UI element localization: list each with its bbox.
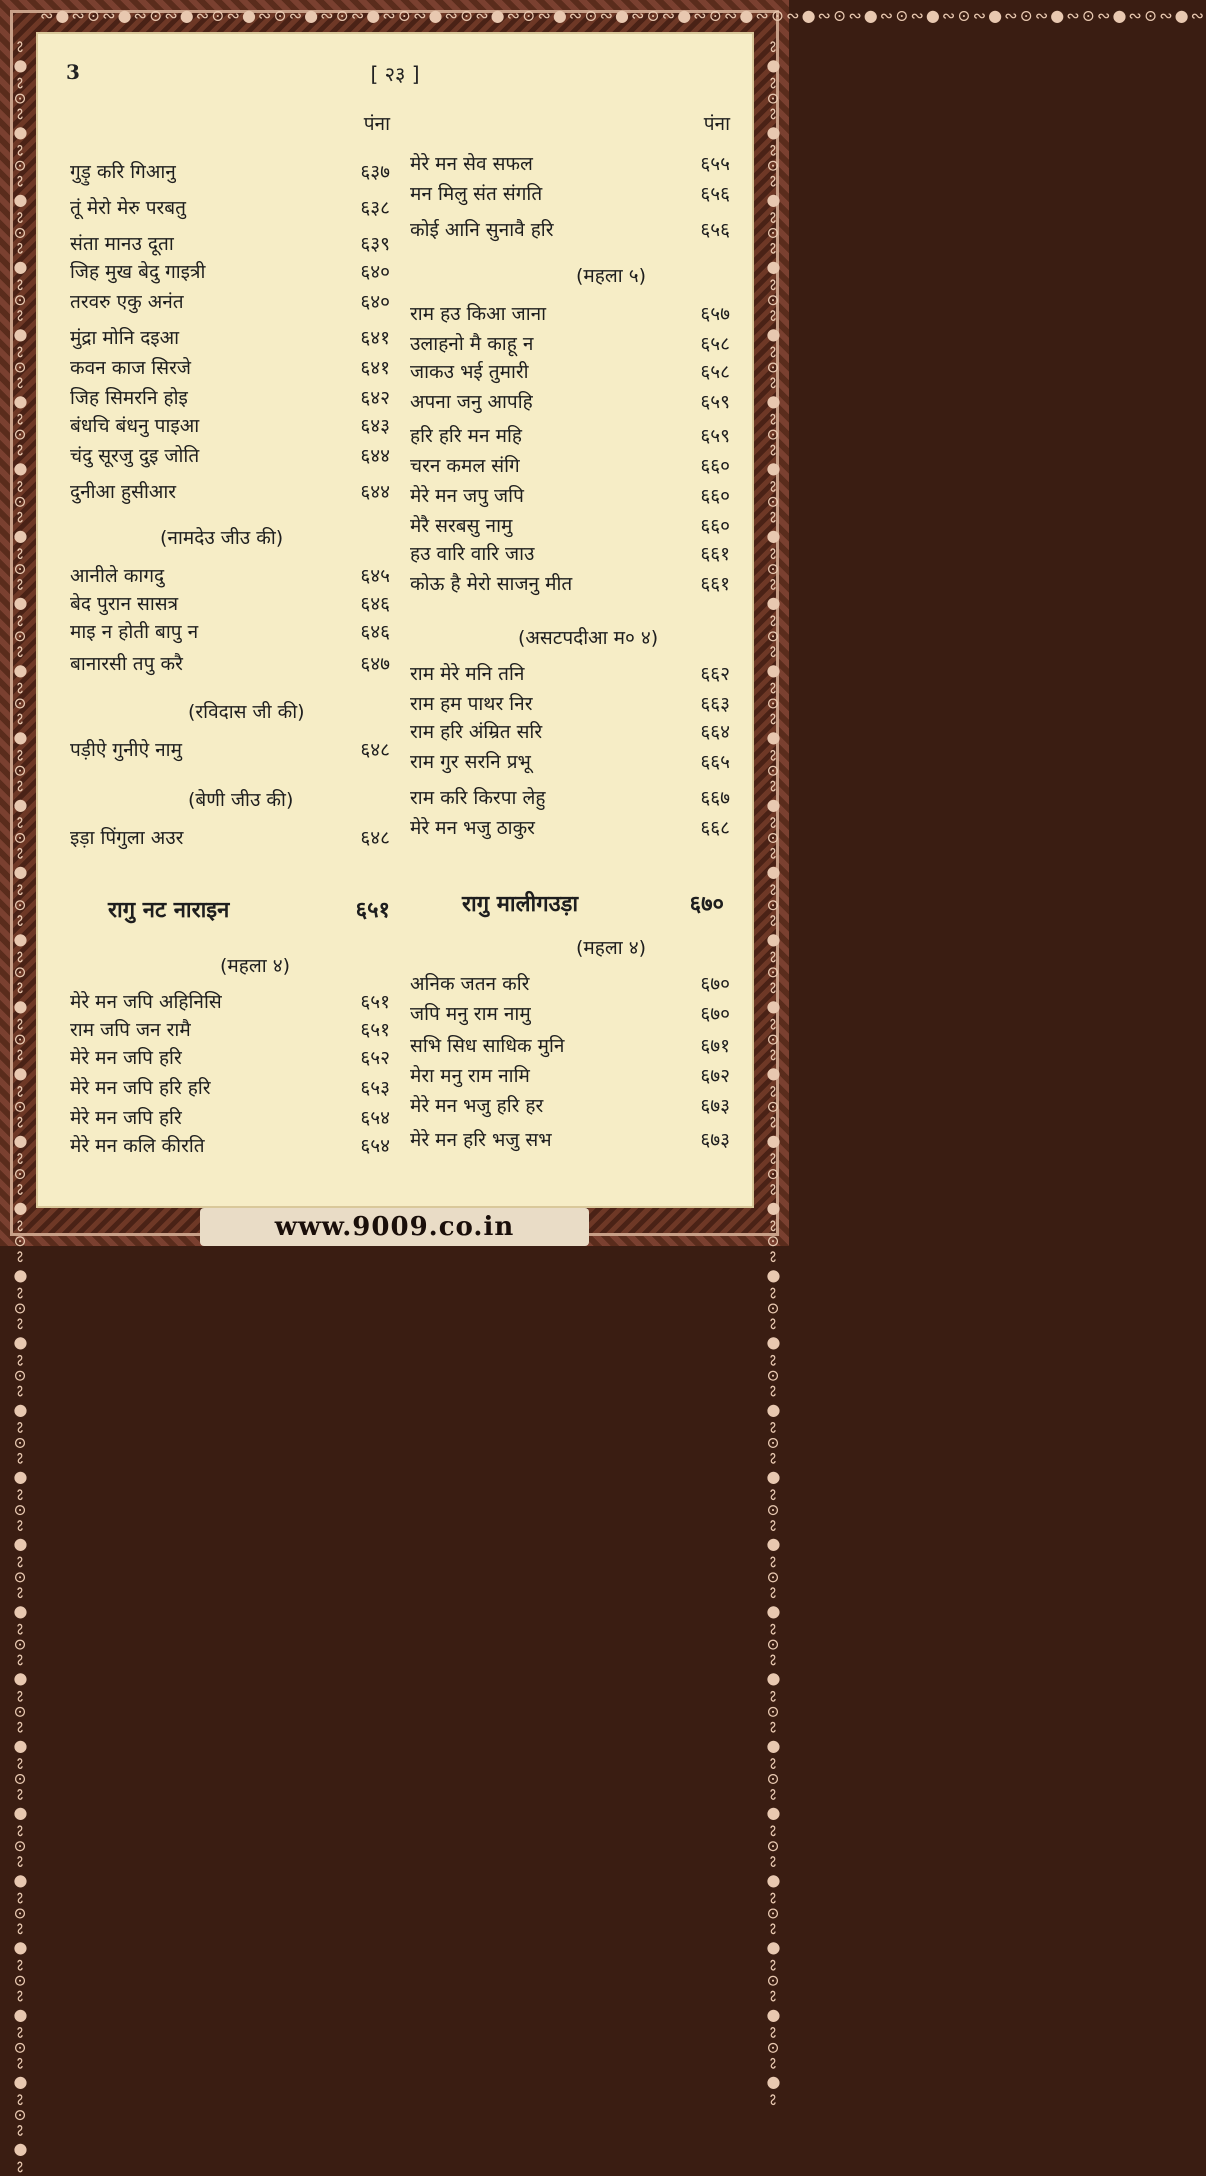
shabad-title: मेरे मन जपि हरि <box>70 1107 182 1129</box>
index-row <box>70 442 390 472</box>
page-ref: ६४४ <box>360 445 390 467</box>
section-heading: (बेणी जीउ की) <box>188 789 294 811</box>
page-ref: ६५४ <box>360 1107 390 1129</box>
page-number: 3 <box>66 60 80 84</box>
index-row <box>70 384 390 414</box>
index-row <box>410 512 730 542</box>
index-row <box>410 1032 730 1062</box>
page-ref: ६४१ <box>360 327 390 349</box>
page-ref: ६५९ <box>700 391 730 413</box>
shabad-title: माइ न होती बापु न <box>70 621 199 643</box>
shabad-title: हउ वारि वारि जाउ <box>410 543 535 565</box>
index-row <box>410 660 730 690</box>
shabad-title: सभि सिध साधिक मुनि <box>410 1035 565 1057</box>
shabad-title: दुनीआ हुसीआर <box>70 481 177 503</box>
shabad-title: राम गुर सरनि प्रभू <box>410 751 531 773</box>
shabad-title: अपना जनु आपहि <box>410 391 533 413</box>
shabad-title: राम हरि अंम्रित सरि <box>410 721 543 743</box>
shabad-title: चंदु सूरजु दुइ जोति <box>70 445 200 467</box>
shabad-title: कोई आनि सुनावै हरि <box>410 219 554 241</box>
page-header: [ २३ ] <box>370 62 420 86</box>
index-row <box>70 736 390 766</box>
index-row <box>70 158 390 188</box>
shabad-title: जाकउ भई तुमारी <box>410 361 529 383</box>
shabad-title: मेरे मन कलि कीरति <box>70 1135 205 1157</box>
border-ornament-left: ∾●∾⊙∾●∾⊙∾●∾⊙∾●∾⊙∾●∾⊙∾●∾⊙∾●∾⊙∾●∾⊙∾●∾⊙∾●∾⊙∾●∾⊙∾●∾⊙∾●∾⊙∾●∾⊙∾●∾⊙∾●∾⊙∾●∾⊙∾●∾⊙∾●∾⊙∾●∾⊙∾●∾⊙∾●∾⊙∾●∾⊙∾●∾⊙∾●∾⊙∾●∾⊙∾●∾⊙∾●∾⊙∾●∾⊙∾●∾⊙∾●∾⊙∾●∾ <box>11 40 30 2176</box>
shabad-title: हरि हरि मन महि <box>410 425 522 447</box>
index-row <box>70 1044 390 1074</box>
section-heading: (असटपदीआ म० ४) <box>518 627 659 649</box>
page-ref: ६४० <box>360 261 390 283</box>
border-ornament-right: ∾●∾⊙∾●∾⊙∾●∾⊙∾●∾⊙∾●∾⊙∾●∾⊙∾●∾⊙∾●∾⊙∾●∾⊙∾●∾⊙∾●∾⊙∾●∾⊙∾●∾⊙∾●∾⊙∾●∾⊙∾●∾⊙∾●∾⊙∾●∾⊙∾●∾⊙∾●∾⊙∾●∾⊙∾●∾⊙∾●∾⊙∾●∾⊙∾●∾⊙∾●∾⊙∾●∾⊙∾●∾⊙∾●∾⊙∾●∾⊙∾●∾ <box>764 40 783 2109</box>
shabad-title: आनीले कागदु <box>70 565 165 587</box>
shabad-title: इड़ा पिंगुला अउर <box>70 827 184 849</box>
index-row <box>70 1132 390 1162</box>
index-row <box>410 1092 730 1122</box>
index-row <box>410 300 730 330</box>
raag-title: रागु नट नाराइन <box>108 898 230 923</box>
page-ref: ६५८ <box>700 361 730 383</box>
raag-page-ref: ६७० <box>689 892 724 917</box>
index-row <box>70 590 390 620</box>
page-ref: ६५१ <box>360 991 390 1013</box>
page-ref: ६७१ <box>700 1035 730 1057</box>
shabad-title: तरवरु एकु अनंत <box>70 291 184 313</box>
index-row <box>70 650 390 680</box>
page-ref: ६६८ <box>700 817 730 839</box>
section-heading: (रविदास जी की) <box>188 701 305 723</box>
page-ref: ६६१ <box>700 543 730 565</box>
index-row <box>70 1074 390 1104</box>
page-ref: ६४६ <box>360 621 390 643</box>
shabad-title: अनिक जतन करि <box>410 973 530 995</box>
shabad-title: पड़ीऐ गुनीऐ नामु <box>70 739 182 761</box>
shabad-title: बेद पुरान सासत्र <box>70 593 179 615</box>
index-row <box>410 452 730 482</box>
column-header-left: पंना <box>363 113 390 135</box>
shabad-title: राम मेरे मनि तनि <box>410 663 525 685</box>
raag-heading <box>108 894 390 924</box>
page-ref: ६३९ <box>360 233 390 255</box>
page-ref: ६४८ <box>360 739 390 761</box>
raag-page-ref: ६५१ <box>355 898 390 923</box>
index-row <box>70 1016 390 1046</box>
page-ref: ६४४ <box>360 481 390 503</box>
shabad-title: तूं मेरो मेरु परबतु <box>70 197 186 219</box>
shabad-title: मेरे मन जपि हरि <box>70 1047 182 1069</box>
page-ref: ६५८ <box>700 333 730 355</box>
shabad-title: बंधचि बंधनु पाइआ <box>70 415 200 437</box>
shabad-title: राम जपि जन रामै <box>70 1019 191 1041</box>
page-ref: ६५४ <box>360 1135 390 1157</box>
shabad-title: मेरे मन सेव सफल <box>410 153 533 175</box>
section-heading: (महला ४) <box>220 955 290 977</box>
index-row <box>70 618 390 648</box>
page-ref: ६७० <box>700 973 730 995</box>
page-ref: ६७२ <box>700 1065 730 1087</box>
page-ref: ६५५ <box>700 153 730 175</box>
shabad-title: मेरै सरबसु नामु <box>410 515 513 537</box>
section-heading: (महला ४) <box>576 937 646 959</box>
page-ref: ६६० <box>700 515 730 537</box>
page-ref: ६५२ <box>360 1047 390 1069</box>
shabad-title: जपि मनु राम नामु <box>410 1003 531 1025</box>
index-row <box>410 150 730 180</box>
index-row <box>70 288 390 318</box>
index-row <box>410 358 730 388</box>
page-ref: ६५३ <box>360 1077 390 1099</box>
index-row <box>70 988 390 1018</box>
page-ref: ६४२ <box>360 387 390 409</box>
page-ref: ६६३ <box>700 693 730 715</box>
page-ref: ६७३ <box>700 1129 730 1151</box>
index-row <box>410 422 730 452</box>
shabad-title: मेरा मनु राम नामि <box>410 1065 530 1087</box>
page-ref: ६५९ <box>700 425 730 447</box>
shabad-title: राम करि किरपा लेहु <box>410 787 546 809</box>
page-ref: ६४८ <box>360 827 390 849</box>
column-header-right: पंना <box>703 113 730 135</box>
index-row <box>410 180 730 210</box>
shabad-title: मेरे मन जपु जपि <box>410 485 524 507</box>
shabad-title: बानारसी तपु करै <box>70 653 183 675</box>
index-row <box>410 388 730 418</box>
index-row <box>410 748 730 778</box>
index-row <box>410 690 730 720</box>
index-row <box>70 354 390 384</box>
shabad-title: गुड़ु करि गिआनु <box>70 161 176 183</box>
index-page <box>36 32 754 1208</box>
index-row <box>410 970 730 1000</box>
page-ref: ६३८ <box>360 197 390 219</box>
index-row <box>410 784 730 814</box>
page-ref: ६४१ <box>360 357 390 379</box>
border-ornament-top: ∾●∾⊙∾●∾⊙∾●∾⊙∾●∾⊙∾●∾⊙∾●∾⊙∾●∾⊙∾●∾⊙∾●∾⊙∾●∾⊙∾●∾⊙∾●∾⊙∾●∾⊙∾●∾⊙∾●∾⊙∾●∾⊙∾●∾⊙∾●∾⊙∾●∾ <box>40 6 1206 25</box>
shabad-title: कोऊ है मेरो साजनु मीत <box>410 573 573 595</box>
page-ref: ६५१ <box>360 1019 390 1041</box>
shabad-title: मेरे मन जपि अहिनिसि <box>70 991 222 1013</box>
index-row <box>410 216 730 246</box>
index-row <box>410 482 730 512</box>
raag-heading <box>462 888 724 918</box>
page-ref: ६५६ <box>700 219 730 241</box>
website-footer: www.9009.co.in <box>274 1212 515 1242</box>
index-row <box>410 1126 730 1156</box>
page-ref: ६४६ <box>360 593 390 615</box>
page-ref: ६६४ <box>700 721 730 743</box>
index-row <box>70 194 390 224</box>
shabad-title: राम हउ किआ जाना <box>410 303 547 325</box>
page-ref: ६३७ <box>360 161 390 183</box>
page-ref: ६७० <box>700 1003 730 1025</box>
index-row <box>70 562 390 592</box>
shabad-title: मेरे मन भजु ठाकुर <box>410 817 535 839</box>
page-ref: ६४३ <box>360 415 390 437</box>
page-ref: ६४७ <box>360 653 390 675</box>
shabad-title: जिह मुख बेदु गाइत्री <box>70 261 206 283</box>
index-row <box>70 324 390 354</box>
index-row <box>410 814 730 844</box>
index-row <box>70 230 390 260</box>
page-ref: ६६५ <box>700 751 730 773</box>
index-row <box>70 258 390 288</box>
page-ref: ६४० <box>360 291 390 313</box>
shabad-title: मुंद्रा मोनि दइआ <box>70 327 180 349</box>
index-row <box>70 412 390 442</box>
page-ref: ६७३ <box>700 1095 730 1117</box>
page-ref: ६६२ <box>700 663 730 685</box>
shabad-title: मन मिलु संत संगति <box>410 183 543 205</box>
index-row <box>410 330 730 360</box>
page-ref: ६६० <box>700 485 730 507</box>
page-ref: ६६१ <box>700 573 730 595</box>
shabad-title: मेरे मन भजु हरि हर <box>410 1095 544 1117</box>
index-row <box>410 570 730 600</box>
index-row <box>410 540 730 570</box>
index-row <box>70 1104 390 1134</box>
index-row <box>70 478 390 508</box>
shabad-title: संता मानउ दूता <box>70 233 174 255</box>
shabad-title: उलाहनो मै काहू न <box>410 333 534 355</box>
shabad-title: मेरे मन हरि भजु सभ <box>410 1129 552 1151</box>
shabad-title: चरन कमल संगि <box>410 455 520 477</box>
page-ref: ६६७ <box>700 787 730 809</box>
section-heading: (नामदेउ जीउ की) <box>160 527 284 549</box>
page-ref: ६५७ <box>700 303 730 325</box>
index-row <box>410 1000 730 1030</box>
shabad-title: राम हम पाथर निर <box>410 693 533 715</box>
shabad-title: मेरे मन जपि हरि हरि <box>70 1077 211 1099</box>
shabad-title: कवन काज सिरजे <box>70 357 192 379</box>
page-ref: ६४५ <box>360 565 390 587</box>
section-heading: (महला ५) <box>576 265 646 287</box>
page-ref: ६५६ <box>700 183 730 205</box>
index-row <box>70 824 390 854</box>
page-ref: ६६० <box>700 455 730 477</box>
index-row <box>410 1062 730 1092</box>
raag-title: रागु मालीगउड़ा <box>462 892 579 917</box>
shabad-title: जिह सिमरनि होइ <box>70 387 188 409</box>
index-row <box>410 718 730 748</box>
